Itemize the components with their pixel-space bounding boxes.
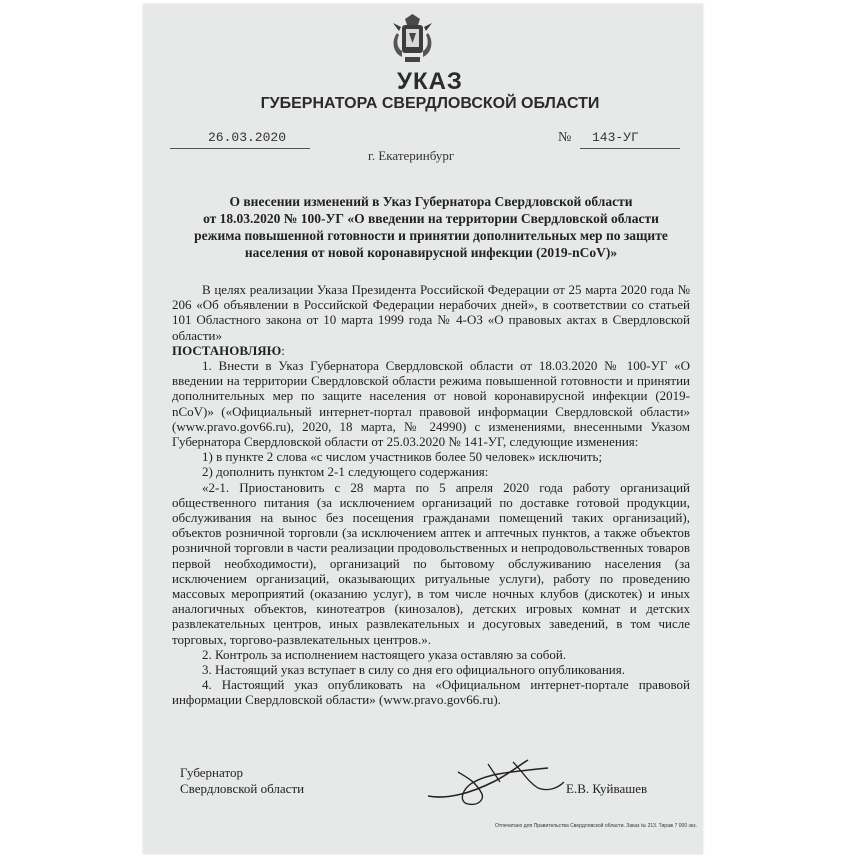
position-line: Свердловской области xyxy=(180,781,305,796)
signatory-position xyxy=(180,765,304,797)
heading-line: от 18.03.2020 № 100-УГ «О введении на территории Свердловской области xyxy=(203,211,659,226)
document-body xyxy=(172,282,690,708)
item-1: 1. Внести в Указ Губернатора Свердловской области от 18.03.2020 № 100-УГ «О введении на территории Свердловской области режима повышенной готовности и принятии дополнительных мер по защите населения от новой коронавирусной инфекции (2019-nCoV)» («Официальный интернет-портал правовой информации Свердловской области» (www.pravo.gov66.ru), 2020, 18 марта, № 24990) с изменениями, внесенными Указом Губернатора Свердловской области от 25.03.2020 № 141-УГ, следующие изменения: xyxy=(172,358,690,450)
position-line: Губернатор xyxy=(180,765,243,780)
document-date: 26.03.2020 xyxy=(208,130,287,145)
document-title: УКАЗ xyxy=(397,68,463,95)
document-city: г. Екатеринбург xyxy=(368,148,455,163)
date-underline xyxy=(170,148,310,149)
coat-of-arms-icon xyxy=(385,13,440,65)
heading-line: населения от новой коронавирусной инфекции (2019-nCoV)» xyxy=(244,245,618,260)
quoted-item-2-1: «2-1. Приостановить с 28 марта по 5 апреля 2020 года работу организаций общественного питания (за исключением организаций по доставке готовой продукции, обслуживания на вынос без посещения гражданами помещений таких организаций), объектов розничной торговли (за исключением аптек и аптечных пунктов, а также объектов розничной торговли в части реализации продовольственных и непродовольственных товаров первой необходимости), организаций по бытовому обслуживанию населения (за исключением организаций, оказывающих ритуальные услуги), работу по проведению массовых мероприятий (оказанию услуг), в том числе ночных клубов (дискотек) и иных аналогичных объектов, кинотеатров (кинозалов), детских игровых комнат и детских развлекательных центров, иных развлекательных и досуговых заведений, в том числе торговых, торгово-развлекательных центров.». xyxy=(172,479,690,647)
number-underline xyxy=(580,148,680,149)
item-4: 4. Настоящий указ опубликовать на «Официальном интернет-портале правовой информации Свердловской области» (www.pravo.gov66.ru). xyxy=(172,677,690,708)
heading-line: режима повышенной готовности и принятии дополнительных мер по защите xyxy=(194,228,668,243)
handwritten-signature xyxy=(418,752,568,812)
decree-line xyxy=(172,343,690,358)
decree-colon: : xyxy=(281,342,285,358)
intro-paragraph: В целях реализации Указа Президента Российской Федерации от 25 марта 2020 года № 206 «Об объявлении в Российской Федерации нерабочих дней», в соответствии со статьей 101 Областного закона от 10 марта 1999 года № 4-ОЗ «О правовых актах в Свердловской области» xyxy=(172,282,690,343)
item-2: 2. Контроль за исполнением настоящего указа оставляю за собой. xyxy=(202,646,567,662)
sub-item-1: 1) в пункте 2 слова «с числом участников более 50 человек» исключить; xyxy=(202,449,603,465)
sub-item-2: 2) дополнить пунктом 2-1 следующего содержания: xyxy=(202,464,489,480)
number-label: № xyxy=(558,130,572,145)
heading-line: О внесении изменений в Указ Губернатора Свердловской области xyxy=(229,194,633,209)
document-number: 143-УГ xyxy=(592,130,639,145)
document-subtitle: ГУБЕРНАТОРА СВЕРДЛОВСКОЙ ОБЛАСТИ xyxy=(260,95,600,112)
decree-word: ПОСТАНОВЛЯЮ xyxy=(172,342,282,358)
item-3: 3. Настоящий указ вступает в силу со дня его официального опубликования. xyxy=(202,662,625,678)
document-heading xyxy=(166,193,696,261)
signatory-name: Е.В. Куйвашев xyxy=(566,781,648,796)
print-imprint: Отпечатано для Правительства Свердловской области. Заказ № 213. Тираж 7 000 экз. xyxy=(495,823,697,829)
